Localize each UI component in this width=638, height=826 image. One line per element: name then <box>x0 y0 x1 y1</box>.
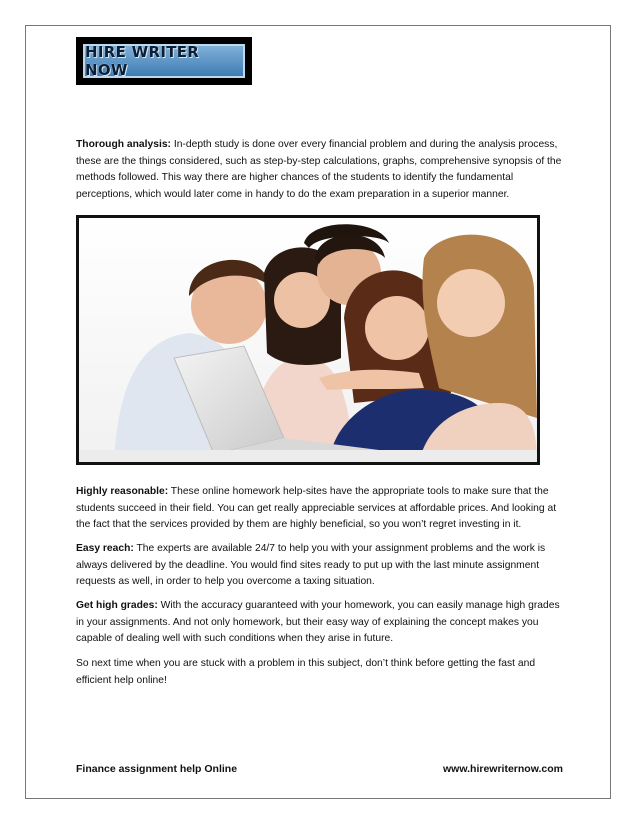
paragraph-get-high-grades <box>76 598 566 648</box>
paragraph-easy-reach <box>76 541 566 591</box>
body-thorough-analysis: In-depth study is done over every financial problem and during the analysis process, these are the things considered, such as step-by-step calculations, graphs, comprehensive synopsis of the methods followed. This way there are higher chances of the students to identify the fundamental perceptions, which would later come in handy to do the exam preparation in a superior manner. <box>76 139 562 200</box>
paragraph-thorough-analysis <box>76 137 566 203</box>
logo <box>76 37 252 85</box>
footer-url: www.hirewriternow.com <box>443 763 563 775</box>
body-get-high-grades: With the accuracy guaranteed with your homework, you can easily manage high grades in your assignments. And not only homework, but their easy way of explaining the concept makes you capable of dealing well with such conditions when they arise in future. <box>76 600 560 644</box>
paragraph-highly-reasonable <box>76 484 566 534</box>
heading-thorough-analysis: Thorough analysis: <box>76 139 171 150</box>
footer-title: Finance assignment help Online <box>76 763 238 775</box>
heading-highly-reasonable: Highly reasonable: <box>76 486 169 497</box>
logo-text: HIRE WRITER NOW <box>85 43 200 79</box>
students-photo <box>76 215 540 465</box>
body-highly-reasonable: These online homework help-sites have the appropriate tools to make sure that the students succeed in their field. You can get really appreciable services at affordable prices. And looking at the fact that the services provided by them are highly beneficial, so you won’t regret investing in it. <box>76 486 557 530</box>
logo-badge <box>83 44 245 78</box>
body-easy-reach: The experts are available 24/7 to help you with your assignment problems and the work is always delivered by the deadline. You would find sites ready to put up with the last minute assignment requests as well, in order to help you overcome a taxing situation. <box>76 543 546 587</box>
body-closing: So next time when you are stuck with a problem in this subject, don’t think before getting the fast and efficient help online! <box>76 658 536 686</box>
paragraph-closing <box>76 656 566 689</box>
heading-get-high-grades: Get high grades: <box>76 600 158 611</box>
heading-easy-reach: Easy reach: <box>76 543 134 554</box>
